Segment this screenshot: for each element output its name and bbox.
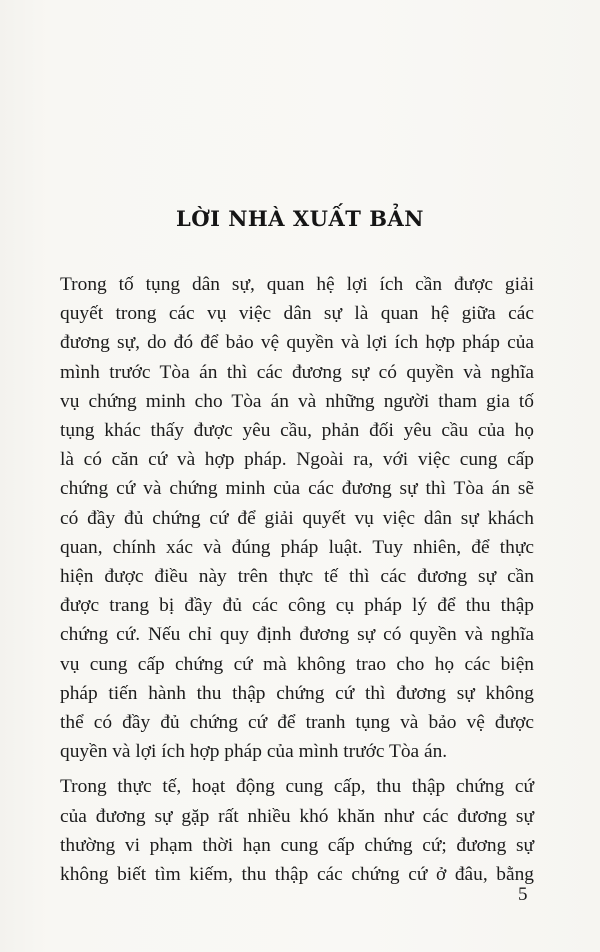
body-text	[60, 270, 534, 895]
text-line: không biết tìm kiếm, thu thập các chứng cứ ở đâu, bằng	[60, 864, 534, 886]
text-line: mình trước Tòa án thì các đương sự có quyền và nghĩa	[60, 361, 534, 383]
text-line: quyền và lợi ích hợp pháp của mình trước Tòa án.	[60, 741, 448, 763]
text-line: có đầy đủ chứng cứ để giải quyết vụ việc dân sự khách	[60, 507, 534, 529]
text-line: vụ chứng minh cho Tòa án và những người tham gia tố	[60, 390, 534, 412]
text-line: pháp tiến hành thu thập chứng cứ thì đương sự không	[60, 682, 534, 704]
text-line: quan, chính xác và đúng pháp luật. Tuy nhiên, để thực	[60, 536, 534, 558]
text-line: của đương sự gặp rất nhiều khó khăn như các đương sự	[60, 805, 534, 827]
text-line: được trang bị đầy đủ các công cụ pháp lý để thu thập	[60, 595, 534, 617]
show-through-text	[360, 88, 590, 288]
text-line: tụng khác thấy được yêu cầu, phản đối yêu cầu của họ	[60, 420, 534, 442]
text-line: quyết trong các vụ việc dân sự là quan hệ giữa các	[60, 303, 534, 325]
text-line: chứng cứ và chứng minh của các đương sự thì Tòa án sẽ	[60, 478, 534, 500]
text-line: là có căn cứ và hợp pháp. Ngoài ra, với việc cung cấp	[60, 449, 534, 471]
paragraph-2	[60, 772, 534, 889]
page-number: 5	[518, 884, 528, 905]
paragraph-1	[60, 270, 534, 766]
text-line: thường vi phạm thời hạn cung cấp chứng cứ; đương sự	[60, 834, 534, 856]
text-line: đương sự, do đó để bảo vệ quyền và lợi ích hợp pháp của	[60, 332, 534, 354]
text-line: Trong tố tụng dân sự, quan hệ lợi ích cần được giải	[60, 274, 534, 295]
text-line: vụ cung cấp chứng cứ mà không trao cho họ các biện	[60, 653, 534, 675]
text-line: chứng cứ. Nếu chỉ quy định đương sự có quyền và nghĩa	[60, 624, 534, 646]
page-heading: LỜI NHÀ XUẤT BẢN	[176, 206, 424, 231]
text-line: hiện được điều này trên thực tế thì các đương sự cần	[60, 566, 534, 588]
text-line: Trong thực tế, hoạt động cung cấp, thu thập chứng cứ	[60, 776, 534, 798]
text-line: thể có đầy đủ chứng cứ để tranh tụng và bảo vệ được	[60, 712, 534, 734]
